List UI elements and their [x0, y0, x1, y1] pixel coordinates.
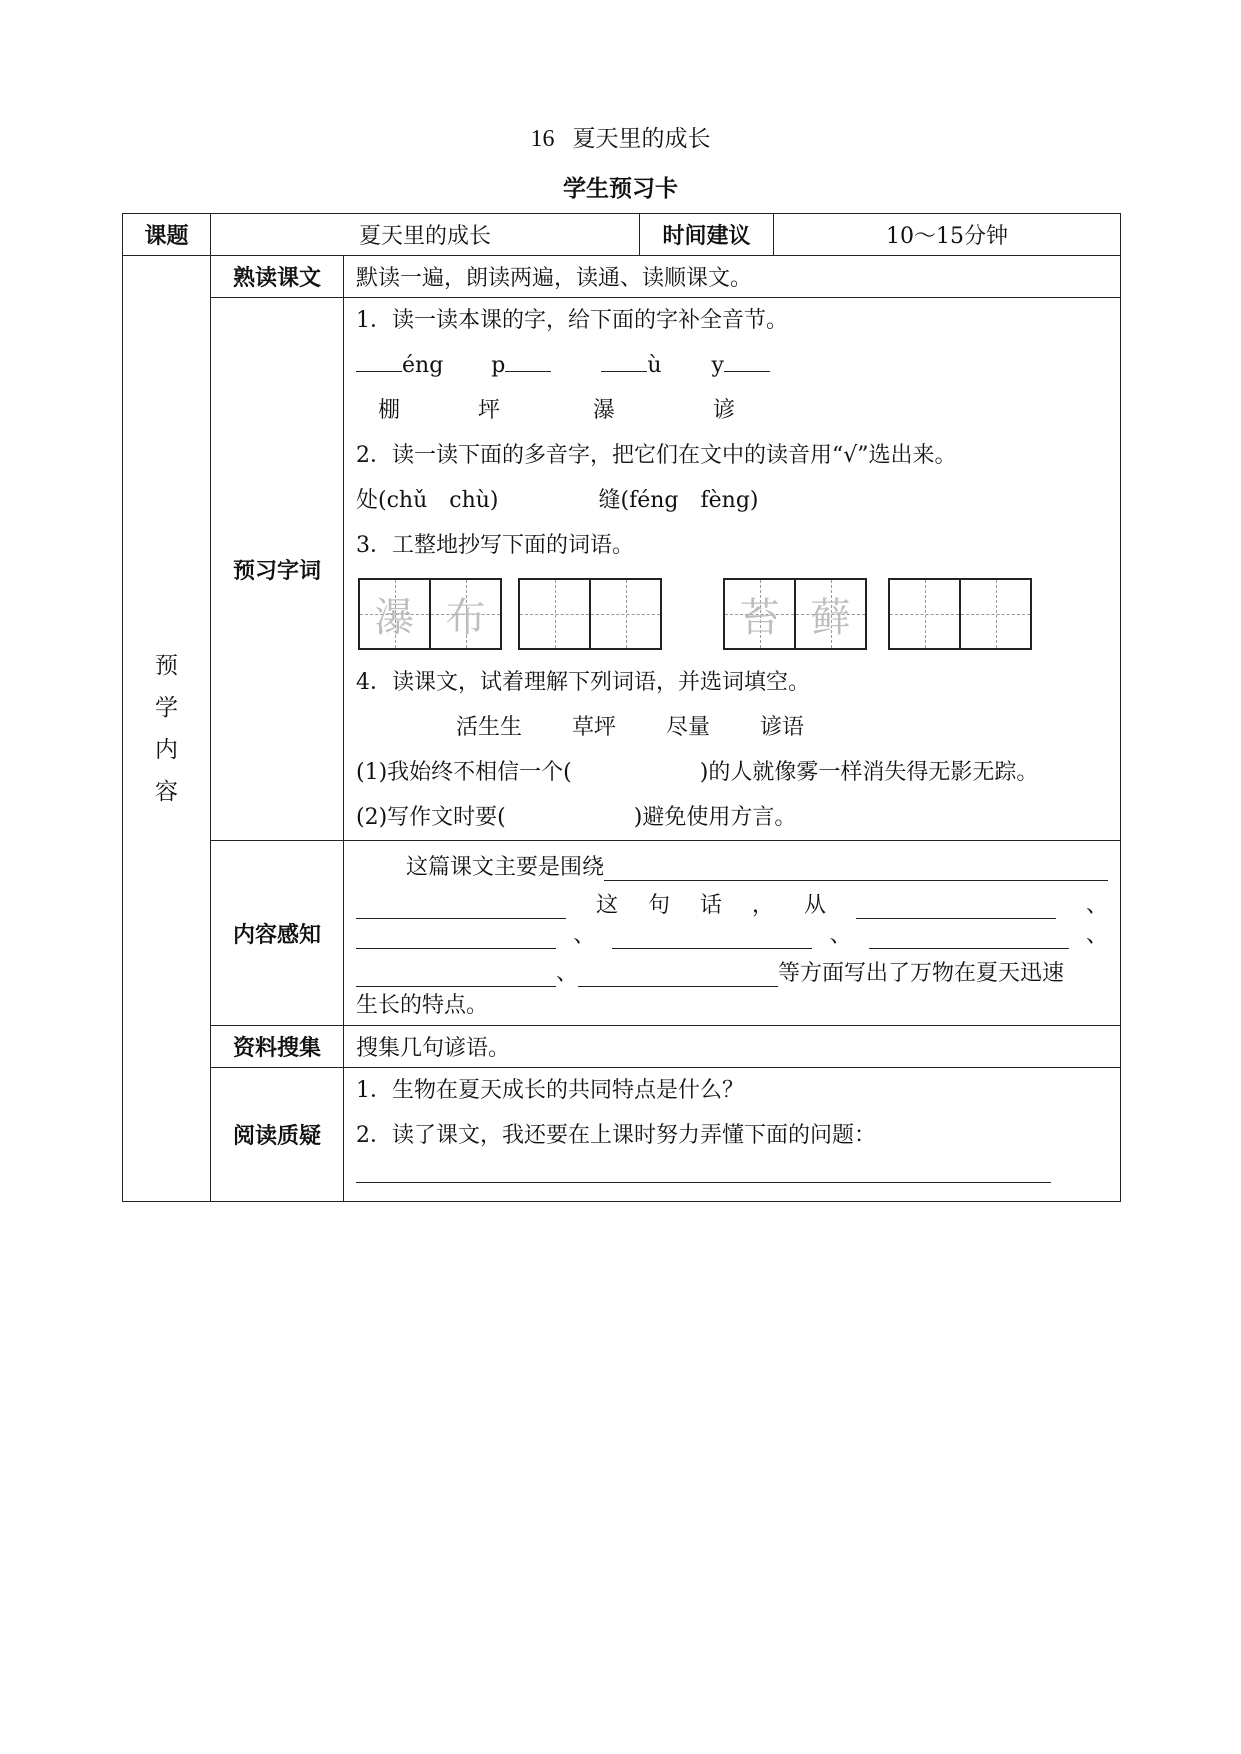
- blank[interactable]: [505, 347, 551, 372]
- vocab-label: 预习字词: [211, 298, 344, 841]
- time-value: 10～15分钟: [774, 214, 1121, 256]
- comprehension-label: 内容感知: [211, 841, 344, 1026]
- option-3: 尽量: [666, 715, 711, 740]
- char-3: 瀑: [593, 398, 616, 423]
- side-char: 学: [155, 694, 178, 721]
- card-title: 学生预习卡: [563, 176, 678, 202]
- blank[interactable]: [356, 894, 566, 919]
- question-1: 1．生物在夏天成长的共同特点是什么？: [356, 1078, 744, 1103]
- option-4: 谚语: [760, 715, 805, 740]
- comp-last: 生长的特点。: [356, 993, 489, 1018]
- lesson-number: 16: [530, 126, 555, 152]
- answer-line[interactable]: [356, 1158, 1051, 1183]
- blank[interactable]: [578, 962, 778, 987]
- comp-line1: 这篇课文主要是围绕: [406, 855, 605, 880]
- side-char: 预: [155, 652, 178, 679]
- blank[interactable]: [604, 856, 1108, 881]
- vocab-q4: 4．读课文，试着理解下列词语，并选词填空。: [356, 670, 810, 695]
- side-char: 容: [155, 778, 178, 805]
- comp-sep: 、: [1085, 923, 1108, 948]
- option-2: 草坪: [572, 715, 617, 740]
- fill-1-end: )的人就像雾一样消失得无影无踪。: [699, 760, 1039, 785]
- copy-grid-2[interactable]: [518, 578, 662, 650]
- comp-sep: 、: [1085, 893, 1108, 918]
- char-row: [356, 388, 1108, 433]
- blank[interactable]: [356, 347, 402, 372]
- comp-sep: 、: [556, 961, 579, 986]
- blank[interactable]: [869, 924, 1069, 949]
- pinyin-2: p: [491, 353, 506, 378]
- side-char: 内: [155, 736, 178, 763]
- comp-sep: 、: [829, 923, 852, 948]
- comp-sep: 、: [573, 923, 596, 948]
- blank[interactable]: [612, 924, 812, 949]
- trace-char: 苔: [739, 594, 780, 641]
- time-label: 时间建议: [640, 214, 774, 256]
- fill-1-start: (1)我始终不相信一个(: [356, 760, 572, 785]
- research-text: 搜集几句谚语。: [344, 1026, 1121, 1068]
- comp-line2: [356, 881, 1108, 919]
- question-label: 阅读质疑: [211, 1068, 344, 1202]
- blank[interactable]: [356, 924, 556, 949]
- pinyin-4: y: [711, 353, 724, 378]
- char-2: 坪: [478, 398, 501, 423]
- reading-label: 熟读课文: [211, 256, 344, 298]
- vocab-q2: 2．读一读下面的多音字，把它们在文中的读音用“√”选出来。: [356, 443, 957, 468]
- poly-2: 缝(féng fèng): [598, 488, 759, 513]
- preview-card-table: [122, 213, 1121, 1202]
- reading-text: 默读一遍，朗读两遍，读通、读顺课文。: [344, 256, 1121, 298]
- char-4: 谚: [713, 398, 736, 423]
- blank[interactable]: [601, 347, 647, 372]
- fill-1: [356, 750, 1108, 795]
- blank[interactable]: [856, 894, 1056, 919]
- topic-label: 课题: [123, 214, 211, 256]
- copy-grid-3[interactable]: [723, 578, 867, 650]
- vocab-q1: 1．读一读本课的字，给下面的字补全音节。: [356, 308, 788, 333]
- comp-word: 这: [595, 893, 618, 918]
- trace-char: 藓: [810, 594, 851, 641]
- comp-word: 句: [647, 893, 670, 918]
- copy-grid-1[interactable]: [358, 578, 502, 650]
- side-label: [123, 256, 211, 1202]
- option-1: 活生生: [456, 715, 523, 740]
- comp-line3: [356, 919, 1108, 949]
- topic-value: 夏天里的成长: [211, 214, 640, 256]
- comp-word: 从: [803, 893, 826, 918]
- trace-char: 布: [445, 594, 486, 641]
- pinyin-row: [356, 343, 1108, 388]
- fill-2: [356, 795, 1108, 840]
- poly-1: 处(chǔ chù): [356, 488, 499, 513]
- blank[interactable]: [724, 347, 770, 372]
- trace-char: 瀑: [374, 594, 415, 641]
- lesson-heading: [0, 120, 1241, 153]
- blank[interactable]: [356, 962, 556, 987]
- comp-word: ，: [751, 893, 774, 918]
- comp-end: 等方面写出了万物在夏天迅速: [778, 961, 1065, 986]
- char-1: 棚: [378, 398, 401, 423]
- comp-word: 话: [699, 893, 722, 918]
- poly-row: [356, 478, 1108, 523]
- vocab-q3: 3．工整地抄写下面的词语。: [356, 533, 634, 558]
- options-row: [356, 705, 1108, 750]
- fill-2-start: (2)写作文时要(: [356, 805, 506, 830]
- comp-line4: [356, 949, 1108, 987]
- pinyin-3: ù: [647, 353, 662, 378]
- fill-2-end: )避免使用方言。: [633, 805, 797, 830]
- copy-boxes: [356, 568, 1108, 660]
- research-label: 资料搜集: [211, 1026, 344, 1068]
- copy-grid-4[interactable]: [888, 578, 1032, 650]
- question-2: 2．读了课文，我还要在上课时努力弄懂下面的问题：: [356, 1123, 876, 1148]
- pinyin-1: éng: [402, 353, 444, 378]
- lesson-title: 夏天里的成长: [572, 126, 711, 152]
